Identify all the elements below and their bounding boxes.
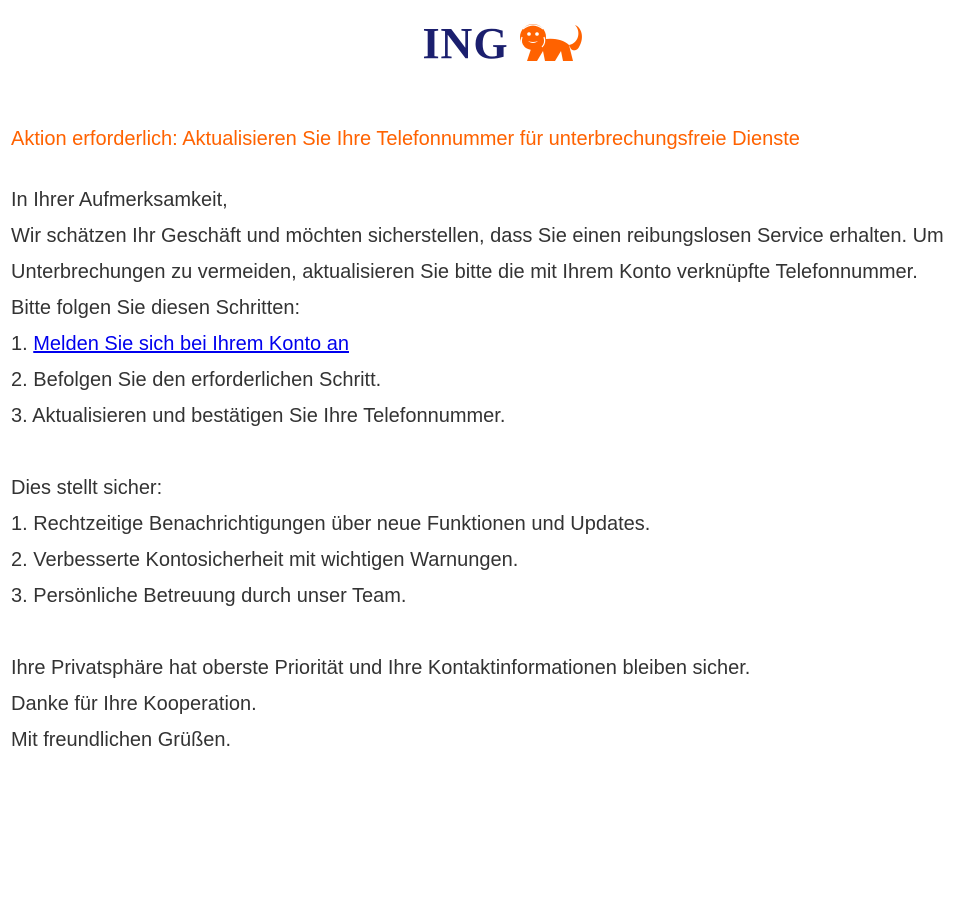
benefit-item: 3. Persönliche Betreuung durch unser Team. xyxy=(11,585,407,607)
step-item: 3. Aktualisieren und bestätigen Sie Ihre Telefonnummer. xyxy=(11,405,506,427)
sign-off: Mit freundlichen Grüßen. xyxy=(11,729,232,751)
privacy-note: Ihre Privatsphäre hat oberste Priorität und Ihre Kontaktinformationen bleiben sicher. xyxy=(11,657,751,679)
step-item: 2. Befolgen Sie den erforderlichen Schritt. xyxy=(11,369,382,391)
ing-logo xyxy=(0,19,979,68)
step-number: 1. xyxy=(11,333,34,355)
step-item xyxy=(11,326,971,362)
login-link[interactable]: Melden Sie sich bei Ihrem Konto an xyxy=(33,333,349,355)
benefits-section xyxy=(11,470,971,614)
greeting: In Ihrer Aufmerksamkeit, xyxy=(11,189,228,211)
email-body xyxy=(11,182,971,758)
email-subject: Aktion erforderlich: Aktualisieren Sie Ihre Telefonnummer für unterbrechungsfreie Dienste xyxy=(11,128,800,150)
closing-section xyxy=(11,650,971,758)
benefits-heading: Dies stellt sicher: xyxy=(11,477,163,499)
steps-heading: Bitte folgen Sie diesen Schritten: xyxy=(11,297,301,319)
steps-section xyxy=(11,290,971,434)
thanks-line: Danke für Ihre Kooperation. xyxy=(11,693,257,715)
intro-paragraph: Wir schätzen Ihr Geschäft und möchten sicherstellen, dass Sie einen reibungslosen Service erhalten. Um Unterbrechungen zu vermeiden, aktualisieren Sie bitte die mit Ihrem Konto verknüpfte Telefonnummer. xyxy=(11,225,944,283)
lion-icon xyxy=(515,17,585,65)
ing-logo-text: ING xyxy=(422,19,509,68)
benefit-item: 1. Rechtzeitige Benachrichtigungen über neue Funktionen und Updates. xyxy=(11,513,651,535)
benefit-item: 2. Verbesserte Kontosicherheit mit wichtigen Warnungen. xyxy=(11,549,519,571)
